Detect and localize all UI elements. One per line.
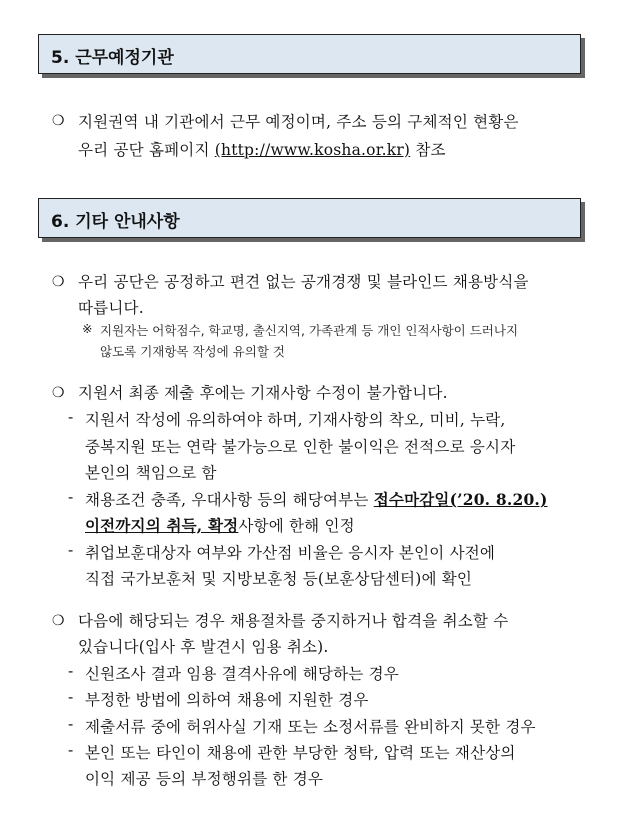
b3-d4-line2: 이익 제공 등의 부정행위를 한 경우	[85, 770, 324, 788]
bullet-icon: ❍	[52, 274, 65, 290]
b1-line1: 우리 공단은 공정하고 편견 없는 공개경쟁 및 블라인드 채용방식을	[78, 273, 529, 291]
b3-line1: 다음에 해당되는 경우 채용절차를 중지하거나 합격을 취소할 수	[78, 612, 509, 630]
note-line1: 지원자는 어학점수, 학교명, 출신지역, 가족관계 등 개인 인적사항이 드러나지	[100, 323, 519, 338]
b2-d1-line1: 지원서 작성에 유의하여야 하며, 기재사항의 착오, 미비, 누락,	[85, 411, 506, 429]
b2-d2-line1	[85, 488, 548, 510]
b2-d1-line2: 중복지원 또는 연락 불가능으로 인한 불이익은 전적으로 응시자	[85, 438, 516, 456]
bullet-icon: ❍	[52, 613, 65, 629]
b3-d2: 부정한 방법에 의하여 채용에 지원한 경우	[85, 691, 369, 709]
b2-d3-line2: 직접 국가보훈처 및 지방보훈청 등(보훈상담센터)에 확인	[85, 570, 473, 588]
note-mark: ※	[82, 321, 93, 336]
deadline-emphasis: 접수마감일(’20. 8.20.)	[373, 490, 548, 509]
dash-mark: -	[68, 541, 74, 559]
section-5-header	[38, 34, 581, 74]
note-line2: 않도록 기재항목 작성에 유의할 것	[100, 344, 285, 359]
dash-mark: -	[68, 715, 74, 733]
sec5-paragraph-line1: 지원권역 내 기관에서 근무 예정이며, 주소 등의 구체적인 현황은	[78, 113, 519, 131]
bullet-icon: ❍	[52, 385, 65, 401]
homepage-link[interactable]: (http://www.kosha.or.kr)	[214, 141, 411, 159]
dash-mark: -	[68, 741, 74, 759]
section-6-title: 6. 기타 안내사항	[51, 212, 180, 232]
b3-d3: 제출서류 중에 허위사실 기재 또는 소정서류를 완비하지 못한 경우	[85, 718, 536, 736]
b2-d3-line1: 취업보훈대상자 여부와 가산점 비율은 응시자 본인이 사전에	[85, 544, 496, 562]
b2-d2-prefix: 채용조건 충족, 우대사항 등의 해당여부는	[85, 491, 374, 509]
b2-d1-line3: 본인의 책임으로 함	[85, 464, 217, 482]
dash-mark: -	[68, 688, 74, 706]
bullet-icon: ❍	[52, 113, 65, 129]
b2-d2-line2	[85, 514, 355, 536]
dash-mark: -	[68, 488, 74, 506]
b3-d1: 신원조사 결과 임용 결격사유에 해당하는 경우	[85, 665, 399, 683]
sec5-line2-prefix: 우리 공단 홈페이지	[78, 141, 215, 159]
dash-mark: -	[68, 662, 74, 680]
sec5-line2-suffix: 참조	[410, 141, 446, 159]
b3-d4-line1: 본인 또는 타인이 채용에 관한 부당한 청탁, 압력 또는 재산상의	[85, 744, 516, 762]
section-6-header	[38, 198, 581, 238]
dash-mark: -	[68, 408, 74, 426]
b1-line2: 따릅니다.	[78, 299, 144, 317]
sec5-paragraph-line2	[78, 138, 446, 160]
section-5-title: 5. 근무예정기관	[51, 48, 174, 68]
b3-line2: 있습니다(입사 후 발견시 임용 취소).	[78, 638, 329, 656]
b2-d2-suffix: 사항에 한해 인정	[238, 517, 355, 535]
b2-line1: 지원서 최종 제출 후에는 기재사항 수정이 불가합니다.	[78, 384, 448, 402]
acquisition-emphasis: 이전까지의 취득, 확정	[85, 516, 239, 535]
